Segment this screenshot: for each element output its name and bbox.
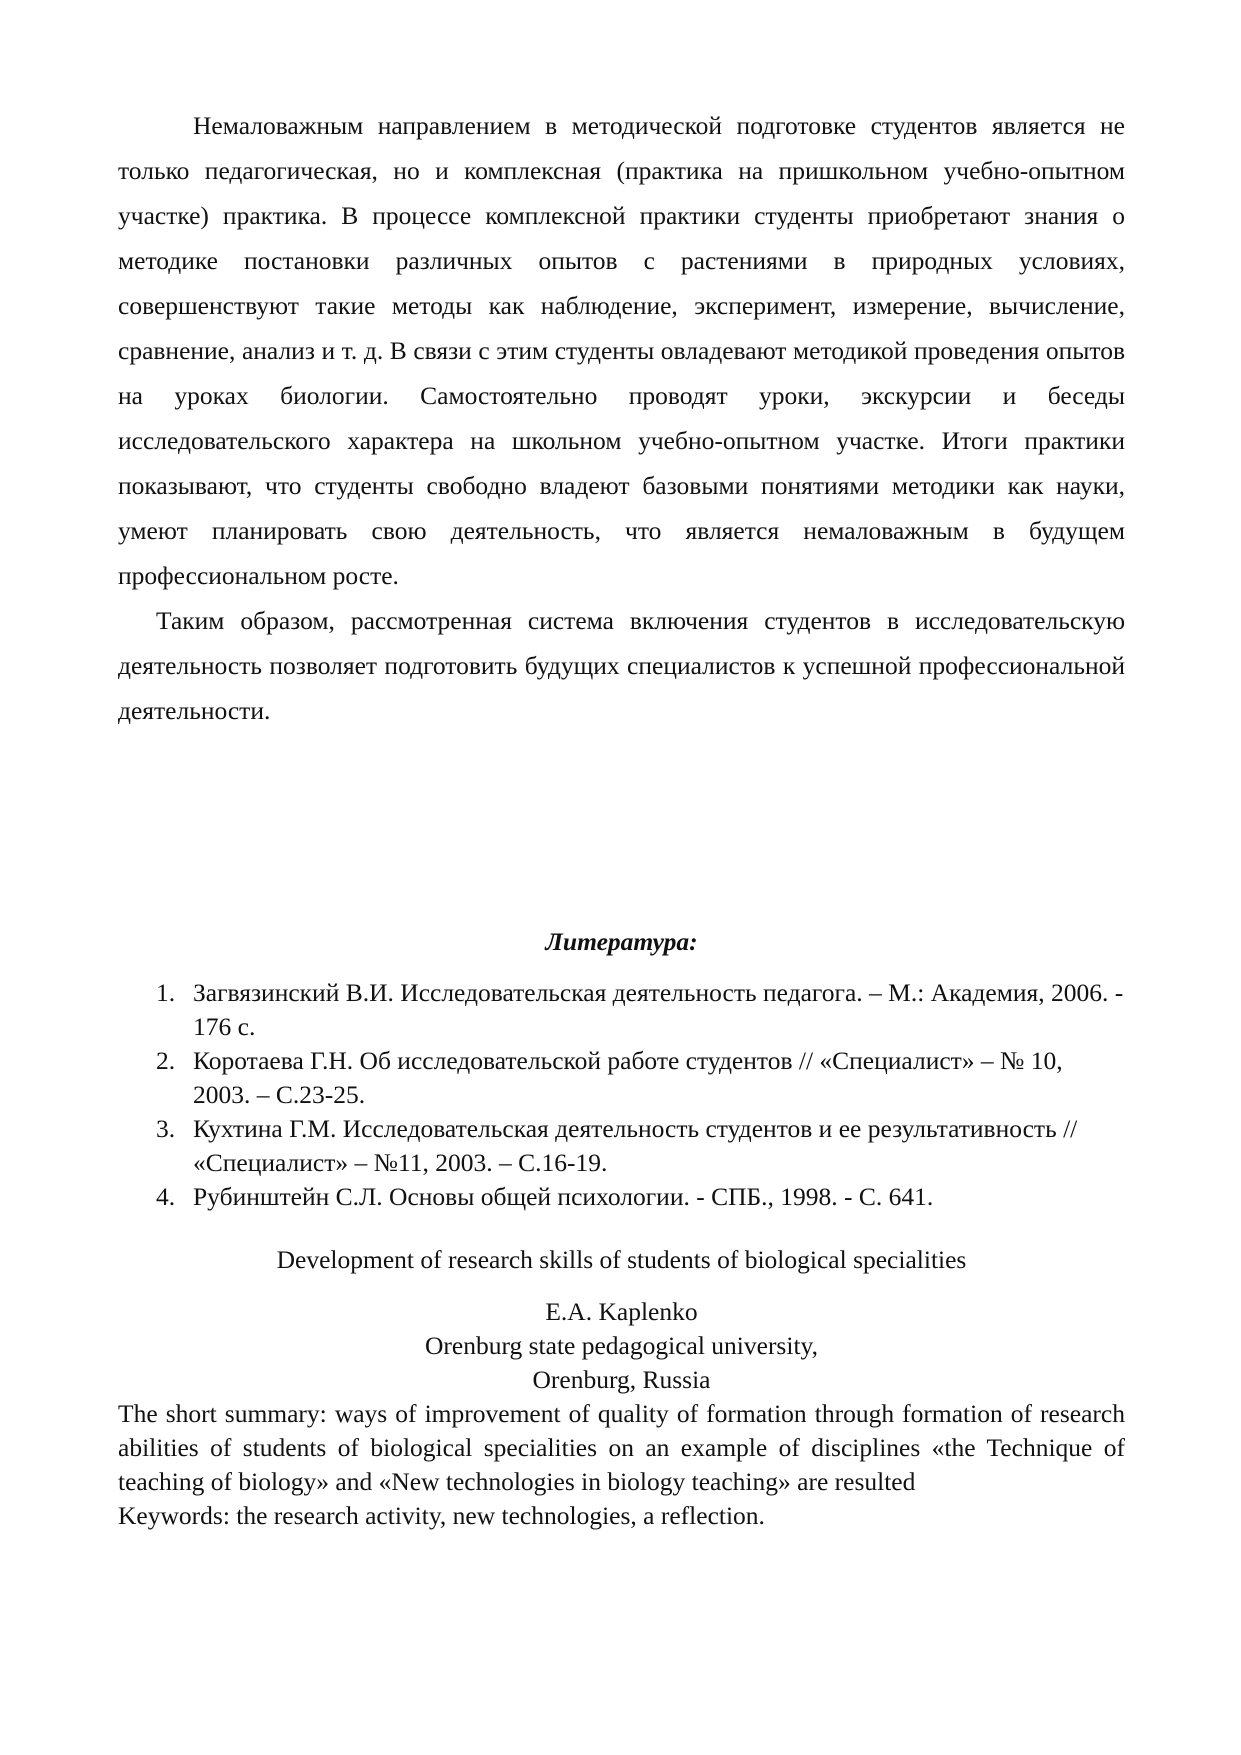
literature-item-number: 2. bbox=[156, 1046, 176, 1075]
summary-text: The short summary: ways of improvement of quality of formation through formation of research abilities of students of biological specialities on an example of disciplines «the Technique of teaching of biology» and «New technologies in biology teaching» are resulted bbox=[118, 1399, 1125, 1496]
body-text bbox=[118, 103, 1125, 733]
literature-item bbox=[118, 976, 1125, 1044]
literature-heading: Литература: bbox=[545, 927, 698, 956]
paragraph-conclusion: Таким образом, рассмотренная система включения студентов в исследовательскую деятельность позволяет подготовить будущих специалистов к успешной профессиональной деятельности. bbox=[118, 606, 1125, 725]
english-abstract bbox=[118, 1243, 1125, 1533]
literature-list bbox=[118, 976, 1125, 1214]
literature-item bbox=[118, 1112, 1125, 1180]
literature-item-text: Кухтина Г.М. Исследовательская деятельность студентов и ее результативность // «Специалист» – №11, 2003. – С.16-19. bbox=[193, 1114, 1078, 1177]
author-name: E.A. Kaplenko bbox=[545, 1297, 698, 1326]
author-affiliation: Orenburg state pedagogical university, bbox=[424, 1331, 818, 1360]
literature-item-text: Коротаева Г.Н. Об исследовательской работе студентов // «Специалист» – № 10, 2003. – С.23-25. bbox=[193, 1046, 1063, 1109]
author-location: Orenburg, Russia bbox=[532, 1365, 711, 1394]
keywords-text: Keywords: the research activity, new technologies, a reflection. bbox=[118, 1501, 765, 1530]
literature-item-text: Рубинштейн С.Л. Основы общей психологии. - СПБ., 1998. - С. 641. bbox=[193, 1182, 934, 1211]
paragraph-methodical-training: Немаловажным направлением в методической подготовке студентов является не только педагогическая, но и комплексная (практика на пришкольном учебно-опытном участке) практика. В процессе комплексной практики студенты приобретают знания о методике постановки различных опытов с растениями в природных условиях, совершенствуют такие методы как наблюдение, эксперимент, измерение, вычисление, сравнение, анализ и т. д. В связи с этим студенты овладевают методикой проведения опытов на уроках биологии. Самостоятельно проводят уроки, экскурсии и беседы исследовательского характера на школьном учебно-опытном участке. Итоги практики показывают, что студенты свободно владеют базовыми понятиями методики как науки, умеют планировать свою деятельность, что является немаловажным в будущем профессиональном росте. bbox=[118, 111, 1125, 590]
english-title: Development of research skills of students of biological specialities bbox=[276, 1245, 967, 1274]
literature-item-number: 3. bbox=[156, 1114, 176, 1143]
literature-item-number: 1. bbox=[156, 978, 176, 1007]
literature-item-text: Загвязинский В.И. Исследовательская деятельность педагога. – М.: Академия, 2006. - 176 с. bbox=[193, 978, 1124, 1041]
literature-item bbox=[118, 1180, 1125, 1214]
literature-item bbox=[118, 1044, 1125, 1112]
literature-item-number: 4. bbox=[156, 1182, 176, 1211]
